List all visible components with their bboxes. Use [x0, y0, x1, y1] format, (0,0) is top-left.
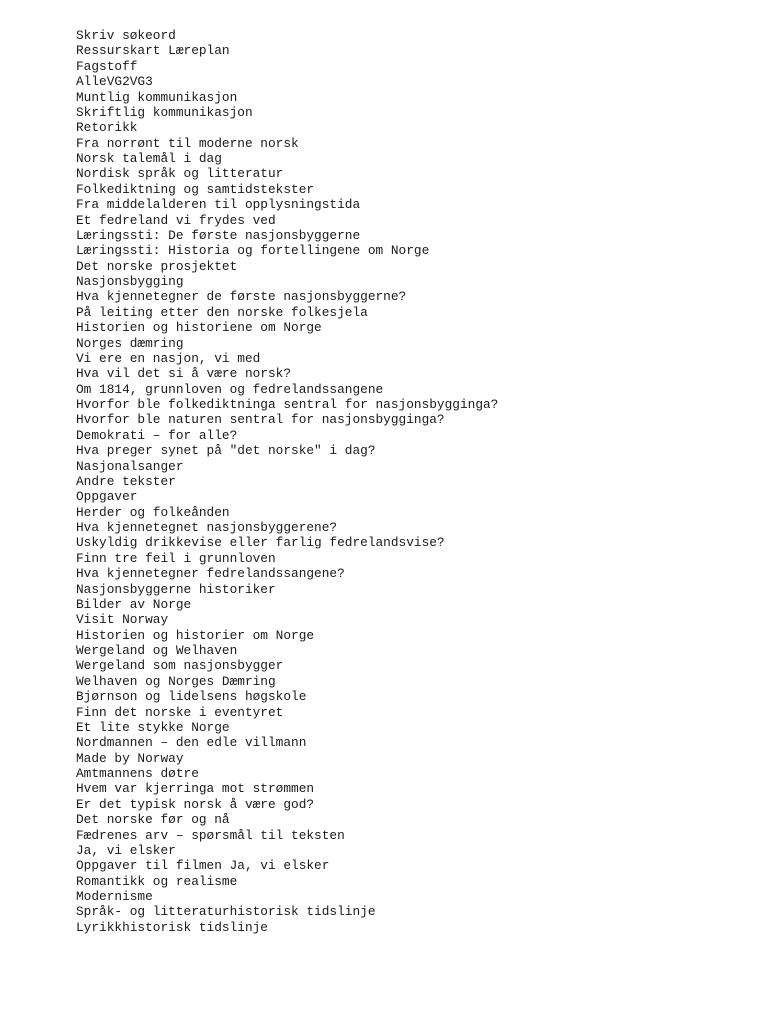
text-line: Hva kjennetegnet nasjonsbyggerene?: [76, 520, 338, 535]
text-line: Hva kjennetegner fedrelandssangene?: [76, 566, 345, 582]
text-line: Made by Norway: [76, 750, 184, 766]
text-line: Amtmannens døtre: [76, 766, 199, 781]
text-line: Modernisme: [76, 889, 153, 904]
text-line: Demokrati – for alle?: [76, 427, 238, 443]
text-line: Skriftlig kommunikasjon: [76, 104, 253, 120]
text-line: Nordmannen – den edle villmann: [76, 735, 307, 751]
text-line: Lyrikkhistorisk tidslinje: [76, 919, 268, 935]
text-line: På leiting etter den norske folkesjela: [76, 304, 368, 320]
text-line: Muntlig kommunikasjon: [76, 89, 238, 105]
text-line: Språk- og litteraturhistorisk tidslinje: [76, 904, 376, 920]
text-line: Oppgaver: [76, 489, 138, 505]
text-line: Fagstoff: [76, 58, 138, 74]
text-line: AlleVG2VG3: [76, 74, 153, 90]
text-line: Fra middelalderen til opplysningstida: [76, 197, 361, 213]
text-line: Det norske prosjektet: [76, 258, 238, 274]
text-line: Andre tekster: [76, 473, 176, 489]
text-line: Bjørnson og lidelsens høgskole: [76, 689, 307, 705]
text-line: Wergeland og Welhaven: [76, 643, 238, 658]
text-line: Hva kjennetegner de første nasjonsbyggerne?: [76, 289, 407, 305]
text-line: Retorikk: [76, 120, 138, 136]
text-line: Finn tre feil i grunnloven: [76, 550, 276, 566]
text-line: Hvem var kjerringa mot strømmen: [76, 781, 315, 797]
text-line: Om 1814, grunnloven og fedrelandssangene: [76, 381, 384, 397]
text-line: Læringssti: Historia og fortellingene om Norge: [76, 243, 430, 259]
text-line: Fra norrønt til moderne norsk: [76, 135, 299, 151]
text-line: Finn det norske i eventyret: [76, 704, 284, 720]
text-line: Et fedreland vi frydes ved: [76, 212, 276, 228]
text-line: Uskyldig drikkevise eller farlig fedrelandsvise?: [76, 535, 445, 551]
text-line: Vi ere en nasjon, vi med: [76, 350, 261, 366]
text-line: Historien og historiene om Norge: [76, 320, 322, 336]
text-line: Fædrenes arv – spørsmål til teksten: [76, 827, 345, 843]
text-line: Nasjonsbyggerne historiker: [76, 581, 276, 597]
text-line: Bilder av Norge: [76, 596, 192, 612]
text-line: Nordisk språk og litteratur: [76, 166, 284, 182]
text-line: Historien og historier om Norge: [76, 627, 315, 643]
text-line: Welhaven og Norges Dæmring: [76, 673, 276, 689]
text-line: Herder og folkeånden: [76, 504, 230, 520]
text-line: Er det typisk norsk å være god?: [76, 796, 315, 812]
text-line: Folkediktning og samtidstekster: [76, 181, 315, 197]
text-line: Nasjonalsanger: [76, 458, 184, 474]
text-line: Hvorfor ble folkediktninga sentral for nasjonsbygginga?: [76, 397, 499, 412]
text-line: Romantikk og realisme: [76, 873, 238, 889]
text-line: Ressurskart Læreplan: [76, 43, 230, 59]
text-line: Nasjonsbygging: [76, 274, 184, 289]
text-line: Læringssti: De første nasjonsbyggerne: [76, 227, 361, 243]
text-line: Hvorfor ble naturen sentral for nasjonsbygginga?: [76, 412, 445, 428]
document-text-list: [76, 28, 498, 935]
text-line: Ja, vi elsker: [76, 842, 176, 858]
text-line: Det norske før og nå: [76, 812, 230, 828]
text-line: Visit Norway: [76, 612, 169, 628]
text-line: Oppgaver til filmen Ja, vi elsker: [76, 858, 330, 874]
text-line: Skriv søkeord: [76, 28, 176, 43]
text-line: Hva preger synet på "det norske" i dag?: [76, 443, 376, 459]
text-line: Norges dæmring: [76, 335, 184, 351]
text-line: Norsk talemål i dag: [76, 151, 222, 166]
text-line: Hva vil det si å være norsk?: [76, 366, 292, 382]
text-line: Wergeland som nasjonsbygger: [76, 658, 284, 674]
text-line: Et lite stykke Norge: [76, 719, 230, 735]
